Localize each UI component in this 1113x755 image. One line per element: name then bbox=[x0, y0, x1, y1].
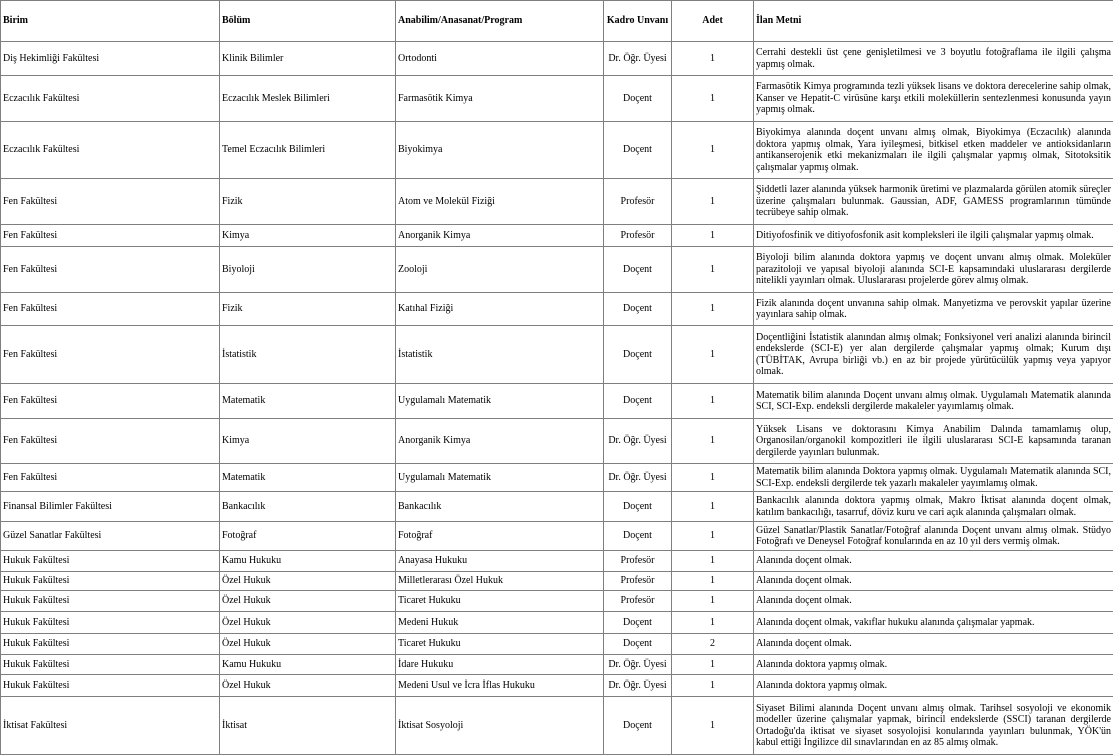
table-row bbox=[1, 179, 1113, 225]
cell-birim: Hukuk Fakültesi bbox=[1, 675, 220, 697]
cell-adet: 1 bbox=[672, 492, 754, 522]
cell-bolum: Özel Hukuk bbox=[220, 612, 396, 634]
cell-bolum: Kimya bbox=[220, 419, 396, 464]
table-row bbox=[1, 612, 1113, 634]
cell-bolum: Matematik bbox=[220, 464, 396, 492]
cell-ilan-metni: Alanında doçent olmak. bbox=[754, 572, 1113, 591]
cell-adet: 1 bbox=[672, 179, 754, 225]
cell-anabilim: Farmasötik Kimya bbox=[396, 76, 604, 122]
cell-bolum: İktisat bbox=[220, 697, 396, 755]
table-row bbox=[1, 522, 1113, 551]
cell-adet: 1 bbox=[672, 247, 754, 293]
cell-anabilim: Atom ve Molekül Fiziği bbox=[396, 179, 604, 225]
cell-birim: Hukuk Fakültesi bbox=[1, 572, 220, 591]
header-anabilim: Anabilim/Anasanat/Program bbox=[396, 1, 604, 42]
cell-anabilim: Bankacılık bbox=[396, 492, 604, 522]
cell-birim: Fen Fakültesi bbox=[1, 179, 220, 225]
cell-kadro-unvani: Doçent bbox=[604, 247, 672, 293]
cell-bolum: Temel Eczacılık Bilimleri bbox=[220, 122, 396, 179]
cell-ilan-metni: Siyaset Bilimi alanında Doçent unvanı almış olmak. Tarihsel sosyoloji ve ekonomik modeller üzerine çalışmalar yapmak, birincil endekslerde (SSCI) taranan dergilerde Ortadoğu'da iktisat ve siyaset sosyolojisi konularında yayınları bulunmak, YÖK'ün kabul ettiği İngilizce dil sınavlarından en az 85 almış olmak. bbox=[754, 697, 1113, 755]
cell-bolum: İstatistik bbox=[220, 326, 396, 384]
cell-kadro-unvani: Profesör bbox=[604, 572, 672, 591]
cell-adet: 1 bbox=[672, 522, 754, 551]
cell-ilan-metni: Alanında doktora yapmış olmak. bbox=[754, 675, 1113, 697]
cell-bolum: Fizik bbox=[220, 179, 396, 225]
cell-birim: Fen Fakültesi bbox=[1, 225, 220, 247]
cell-adet: 1 bbox=[672, 293, 754, 326]
header-adet: Adet bbox=[672, 1, 754, 42]
cell-birim: Hukuk Fakültesi bbox=[1, 634, 220, 655]
table-row bbox=[1, 384, 1113, 419]
cell-ilan-metni: Cerrahi destekli üst çene genişletilmesi ve 3 boyutlu fotoğraflama ile ilgili çalışma yapmış olmak. bbox=[754, 42, 1113, 76]
cell-ilan-metni: Alanında doçent olmak. bbox=[754, 634, 1113, 655]
cell-adet: 1 bbox=[672, 76, 754, 122]
cell-ilan-metni: Doçentliğini İstatistik alanından almış olmak; Fonksiyonel veri analizi alanında birincil endekslerde (SCI-E) yer alan dergilerde çalışmalar yapmış olmak; Kurum dışı (TÜBİTAK, Avrupa birliği vb.) en az bir projede yürütücülük yapmış veya yapıyor olmak. bbox=[754, 326, 1113, 384]
cell-anabilim: İstatistik bbox=[396, 326, 604, 384]
cell-bolum: Kamu Hukuku bbox=[220, 655, 396, 675]
cell-anabilim: İdare Hukuku bbox=[396, 655, 604, 675]
table-row bbox=[1, 492, 1113, 522]
cell-adet: 1 bbox=[672, 419, 754, 464]
header-birim: Birim bbox=[1, 1, 220, 42]
cell-kadro-unvani: Profesör bbox=[604, 179, 672, 225]
cell-kadro-unvani: Doçent bbox=[604, 612, 672, 634]
header-bolum: Bölüm bbox=[220, 1, 396, 42]
cell-ilan-metni: Şiddetli lazer alanında yüksek harmonik üretimi ve plazmalarda görülen atomik süreçler üzerine çalışmaları bulunmak. Gaussian, ADF, GAMESS programlarının tümünde tecrübeye sahip olmak. bbox=[754, 179, 1113, 225]
cell-anabilim: Anorganik Kimya bbox=[396, 419, 604, 464]
cell-birim: Eczacılık Fakültesi bbox=[1, 76, 220, 122]
cell-anabilim: Uygulamalı Matematik bbox=[396, 384, 604, 419]
cell-kadro-unvani: Dr. Öğr. Üyesi bbox=[604, 42, 672, 76]
cell-bolum: Özel Hukuk bbox=[220, 675, 396, 697]
cell-birim: Hukuk Fakültesi bbox=[1, 551, 220, 572]
cell-bolum: Biyoloji bbox=[220, 247, 396, 293]
cell-anabilim: İktisat Sosyoloji bbox=[396, 697, 604, 755]
cell-bolum: Fotoğraf bbox=[220, 522, 396, 551]
cell-kadro-unvani: Doçent bbox=[604, 384, 672, 419]
cell-birim: Fen Fakültesi bbox=[1, 464, 220, 492]
cell-adet: 1 bbox=[672, 697, 754, 755]
table-row bbox=[1, 247, 1113, 293]
cell-kadro-unvani: Doçent bbox=[604, 697, 672, 755]
cell-ilan-metni: Biyokimya alanında doçent unvanı almış olmak, Biyokimya (Eczacılık) alanında doktora yapmış olmak, Yara iyileşmesi, bitkisel etken maddeler ve antioksidanların antikanserojenik etki mekanizmaları ile ilgili çalışmalar yapmış olmak, Sitotoksitik çalışmalar yapmış olmak. bbox=[754, 122, 1113, 179]
cell-anabilim: Milletlerarası Özel Hukuk bbox=[396, 572, 604, 591]
cell-kadro-unvani: Doçent bbox=[604, 326, 672, 384]
table-row bbox=[1, 326, 1113, 384]
cell-kadro-unvani: Doçent bbox=[604, 76, 672, 122]
cell-adet: 1 bbox=[672, 675, 754, 697]
cell-birim: Finansal Bilimler Fakültesi bbox=[1, 492, 220, 522]
table-row bbox=[1, 572, 1113, 591]
cell-birim: Güzel Sanatlar Fakültesi bbox=[1, 522, 220, 551]
cell-anabilim: Medeni Usul ve İcra İflas Hukuku bbox=[396, 675, 604, 697]
cell-bolum: Kamu Hukuku bbox=[220, 551, 396, 572]
cell-anabilim: Anorganik Kimya bbox=[396, 225, 604, 247]
cell-birim: Fen Fakültesi bbox=[1, 326, 220, 384]
cell-ilan-metni: Alanında doçent olmak. bbox=[754, 591, 1113, 612]
cell-birim: Eczacılık Fakültesi bbox=[1, 122, 220, 179]
cell-adet: 1 bbox=[672, 384, 754, 419]
cell-anabilim: Anayasa Hukuku bbox=[396, 551, 604, 572]
cell-birim: Fen Fakültesi bbox=[1, 419, 220, 464]
table-row bbox=[1, 42, 1113, 76]
cell-kadro-unvani: Doçent bbox=[604, 293, 672, 326]
cell-kadro-unvani: Doçent bbox=[604, 522, 672, 551]
table-row bbox=[1, 551, 1113, 572]
table-row bbox=[1, 122, 1113, 179]
cell-adet: 2 bbox=[672, 634, 754, 655]
cell-bolum: Eczacılık Meslek Bilimleri bbox=[220, 76, 396, 122]
cell-bolum: Özel Hukuk bbox=[220, 634, 396, 655]
cell-kadro-unvani: Dr. Öğr. Üyesi bbox=[604, 675, 672, 697]
cell-kadro-unvani: Profesör bbox=[604, 225, 672, 247]
cell-ilan-metni: Güzel Sanatlar/Plastik Sanatlar/Fotoğraf alanında Doçent unvanı almış olmak. Stüdyo Fotoğrafı ve Deneysel Fotoğraf konularında en az 10 yıl ders vermiş olmak. bbox=[754, 522, 1113, 551]
table-row bbox=[1, 634, 1113, 655]
cell-birim: Hukuk Fakültesi bbox=[1, 591, 220, 612]
cell-bolum: Özel Hukuk bbox=[220, 572, 396, 591]
cell-anabilim: Zooloji bbox=[396, 247, 604, 293]
cell-anabilim: Fotoğraf bbox=[396, 522, 604, 551]
cell-birim: Fen Fakültesi bbox=[1, 384, 220, 419]
cell-anabilim: Katıhal Fiziği bbox=[396, 293, 604, 326]
cell-birim: İktisat Fakültesi bbox=[1, 697, 220, 755]
cell-adet: 1 bbox=[672, 612, 754, 634]
header-ilan-metni: İlan Metni bbox=[754, 1, 1113, 42]
cell-adet: 1 bbox=[672, 122, 754, 179]
cell-ilan-metni: Matematik bilim alanında Doçent unvanı almış olmak. Uygulamalı Matematik alanında SCI, SCI-Exp. endeksli dergilerde makaleler yayımlamış olmak. bbox=[754, 384, 1113, 419]
cell-bolum: Klinik Bilimler bbox=[220, 42, 396, 76]
cell-kadro-unvani: Dr. Öğr. Üyesi bbox=[604, 419, 672, 464]
cell-ilan-metni: Matematik bilim alanında Doktora yapmış olmak. Uygulamalı Matematik alanında SCI, SCI-Exp. endeksli dergilerde tek yazarlı makaleler yayımlamış olmak. bbox=[754, 464, 1113, 492]
cell-kadro-unvani: Doçent bbox=[604, 492, 672, 522]
cell-bolum: Özel Hukuk bbox=[220, 591, 396, 612]
cell-anabilim: Ortodonti bbox=[396, 42, 604, 76]
cell-birim: Hukuk Fakültesi bbox=[1, 612, 220, 634]
cell-ilan-metni: Ditiyofosfinik ve ditiyofosfonik asit kompleksleri ile ilgili çalışmalar yapmış olmak. bbox=[754, 225, 1113, 247]
cell-birim: Diş Hekimliği Fakültesi bbox=[1, 42, 220, 76]
cell-bolum: Kimya bbox=[220, 225, 396, 247]
header-kadro-unvani: Kadro Unvanı bbox=[604, 1, 672, 42]
cell-anabilim: Ticaret Hukuku bbox=[396, 591, 604, 612]
cell-bolum: Matematik bbox=[220, 384, 396, 419]
cell-birim: Fen Fakültesi bbox=[1, 247, 220, 293]
cell-adet: 1 bbox=[672, 326, 754, 384]
cell-bolum: Bankacılık bbox=[220, 492, 396, 522]
cell-ilan-metni: Bankacılık alanında doktora yapmış olmak, Makro İktisat alanında doçent olmak, katılım bankacılığı, tasarruf, döviz kuru ve cari açık alanında çalışmaları olmak. bbox=[754, 492, 1113, 522]
header-row bbox=[1, 1, 1113, 42]
cell-anabilim: Medeni Hukuk bbox=[396, 612, 604, 634]
cell-adet: 1 bbox=[672, 655, 754, 675]
cell-adet: 1 bbox=[672, 225, 754, 247]
cell-ilan-metni: Alanında doçent olmak. bbox=[754, 551, 1113, 572]
table-row bbox=[1, 293, 1113, 326]
table-row bbox=[1, 697, 1113, 755]
cell-kadro-unvani: Doçent bbox=[604, 634, 672, 655]
cell-kadro-unvani: Profesör bbox=[604, 591, 672, 612]
cell-kadro-unvani: Doçent bbox=[604, 122, 672, 179]
cell-ilan-metni: Alanında doçent olmak, vakıflar hukuku alanında çalışmalar yapmak. bbox=[754, 612, 1113, 634]
table-row bbox=[1, 591, 1113, 612]
cell-adet: 1 bbox=[672, 572, 754, 591]
cell-kadro-unvani: Profesör bbox=[604, 551, 672, 572]
cell-adet: 1 bbox=[672, 591, 754, 612]
cell-anabilim: Ticaret Hukuku bbox=[396, 634, 604, 655]
cell-adet: 1 bbox=[672, 42, 754, 76]
table-row bbox=[1, 76, 1113, 122]
table-row bbox=[1, 225, 1113, 247]
table-row bbox=[1, 675, 1113, 697]
cell-bolum: Fizik bbox=[220, 293, 396, 326]
table-row bbox=[1, 655, 1113, 675]
table-row bbox=[1, 464, 1113, 492]
table-row bbox=[1, 419, 1113, 464]
cell-anabilim: Biyokimya bbox=[396, 122, 604, 179]
cell-ilan-metni: Fizik alanında doçent unvanına sahip olmak. Manyetizma ve perovskit yapılar üzerine yayınlara sahip olmak. bbox=[754, 293, 1113, 326]
cell-ilan-metni: Biyoloji bilim alanında doktora yapmış ve doçent unvanı almış olmak. Moleküler parazitoloji ve yapısal biyoloji alanında SCI-E kapsamındaki uluslararası dergilerde nitelikli yayınları olmak. Uluslararası projelerde görev almış olmak. bbox=[754, 247, 1113, 293]
cell-birim: Fen Fakültesi bbox=[1, 293, 220, 326]
cell-kadro-unvani: Dr. Öğr. Üyesi bbox=[604, 655, 672, 675]
cell-anabilim: Uygulamalı Matematik bbox=[396, 464, 604, 492]
cell-birim: Hukuk Fakültesi bbox=[1, 655, 220, 675]
cell-adet: 1 bbox=[672, 464, 754, 492]
cell-ilan-metni: Farmasötik Kimya programında tezli yüksek lisans ve doktora derecelerine sahip olmak, Kanser ve Hepatit-C virüsüne karşı etkili moleküllerin sentezlenmesi konusunda yayın yapmış olmak. bbox=[754, 76, 1113, 122]
cell-adet: 1 bbox=[672, 551, 754, 572]
cell-ilan-metni: Alanında doktora yapmış olmak. bbox=[754, 655, 1113, 675]
cell-ilan-metni: Yüksek Lisans ve doktorasını Kimya Anabilim Dalında tamamlamış olup, Organosilan/organokil kompozitleri ile ilgili uluslararası SCI-E kapsamında taranan dergilerde yayınları bulunmak. bbox=[754, 419, 1113, 464]
cell-kadro-unvani: Dr. Öğr. Üyesi bbox=[604, 464, 672, 492]
